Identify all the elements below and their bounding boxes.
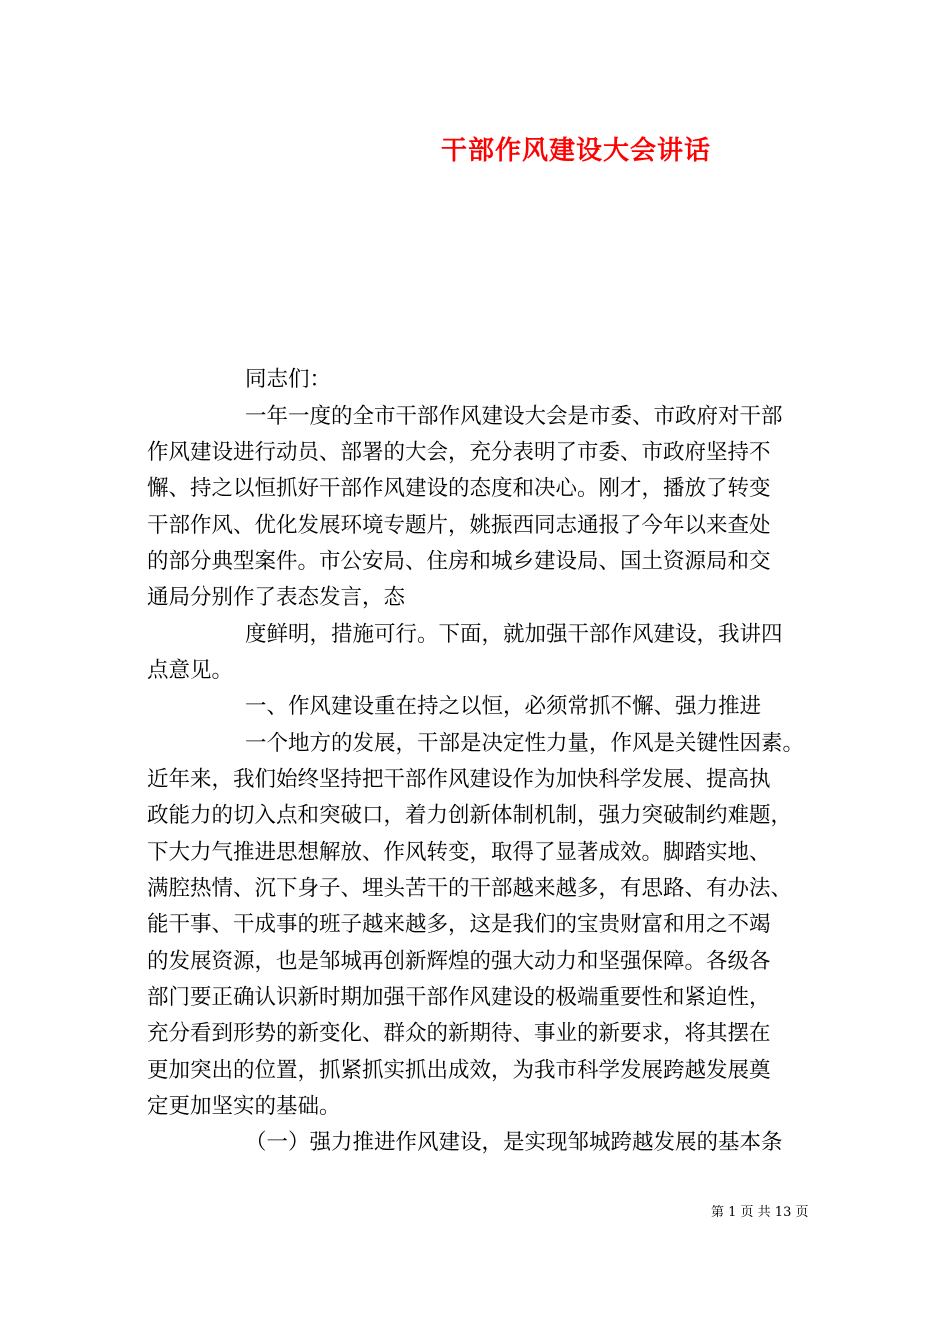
body-line: 度鲜明，措施可行。下面，就加强干部作风建设，我讲四 [245, 622, 783, 647]
body-line: 一个地方的发展，干部是决定性力量，作风是关键性因素。 [245, 731, 805, 756]
body-line: 满腔热情、沉下身子、埋头苦干的干部越来越多，有思路、有办法、 [147, 876, 793, 901]
body-line: 政能力的切入点和突破口，着力创新体制机制，强力突破制约难题， [147, 803, 793, 828]
body-line: 点意见。 [147, 658, 234, 683]
document-title: 干部作风建设大会讲话 [440, 136, 711, 166]
subsection-heading: （一）强力推进作风建设，是实现邹城跨越发展的基本条 [245, 1130, 783, 1155]
body-line: 的发展资源，也是邹城再创新辉煌的强大动力和坚强保障。各级各 [147, 949, 771, 974]
body-line: 干部作风、优化发展环境专题片，姚振西同志通报了今年以来查处 [147, 513, 771, 538]
body-line: 充分看到形势的新变化、群众的新期待、事业的新要求，将其摆在 [147, 1021, 771, 1046]
body-line: 定更加坚实的基础。 [147, 1094, 341, 1119]
body-line: 近年来，我们始终坚持把干部作风建设作为加快科学发展、提高执 [147, 767, 771, 792]
body-line: 的部分典型案件。市公安局、住房和城乡建设局、国土资源局和交 [147, 549, 771, 574]
body-line: 同志们： [245, 367, 332, 392]
body-line: 一年一度的全市干部作风建设大会是市委、市政府对干部 [245, 404, 783, 429]
body-line: 更加突出的位置，抓紧抓实抓出成效，为我市科学发展跨越发展奠 [147, 1058, 771, 1083]
body-line: 懈、持之以恒抓好干部作风建设的态度和决心。刚才，播放了转变 [147, 476, 771, 501]
body-line: 能干事、干成事的班子越来越多，这是我们的宝贵财富和用之不竭 [147, 912, 771, 937]
section-heading: 一、作风建设重在持之以恒，必须常抓不懈、强力推进 [245, 694, 762, 719]
body-line: 部门要正确认识新时期加强干部作风建设的极端重要性和紧迫性， [147, 985, 771, 1010]
page-number: 第 1 页 共 13 页 [711, 1205, 809, 1220]
body-line: 通局分别作了表态发言，态 [147, 585, 406, 610]
body-line: 作风建设进行动员、部署的大会，充分表明了市委、市政府坚持不 [147, 440, 771, 465]
body-line: 下大力气推进思想解放、作风转变，取得了显著成效。脚踏实地、 [147, 840, 771, 865]
